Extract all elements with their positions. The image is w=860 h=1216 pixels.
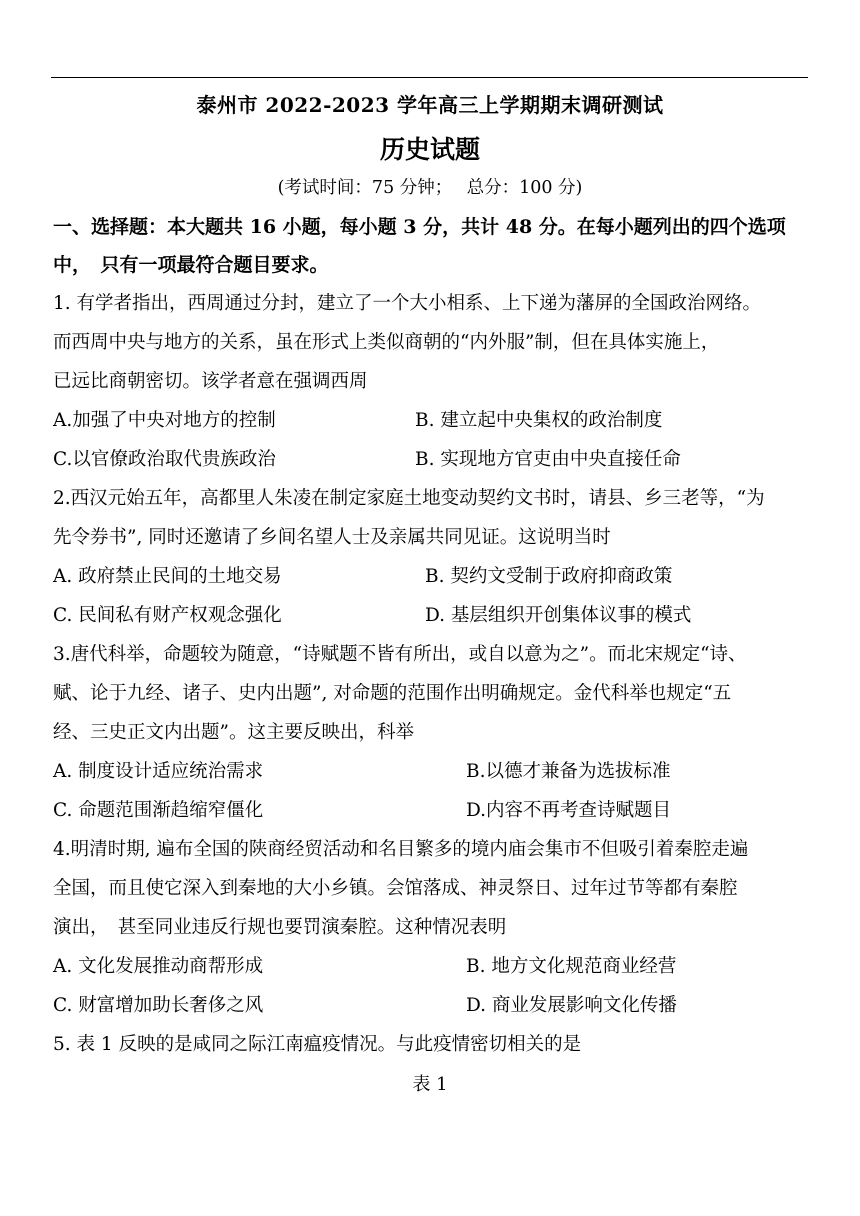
option-d: B. 实现地方官吏由中央直接任命 [415,449,681,470]
option-row [53,596,809,635]
question-stem-line: 3.唐代科举，命题较为随意，“诗赋题不皆有所出，或自以意为之”。而北宋规定“诗、 [53,644,747,665]
question-stem-line: 经、三史正文内出题”。这主要反映出，科举 [53,722,414,743]
option-a: A. 文化发展推动商帮形成 [53,956,264,977]
question-stem-line: 赋、论于九经、诸子、史内出题”, 对命题的范围作出明确规定。金代科举也规定“五 [53,683,732,704]
question-stem-line: 先令券书”, 同时还邀请了乡间名望人士及亲属共同见证。这说明当时 [53,527,611,548]
exam-title: 泰州市 2022-2023 学年高三上学期期末调研测试 [196,93,664,117]
option-b: B.以德才兼备为选拔标准 [466,761,671,782]
section-heading-line: 中， 只有一项最符合题目要求。 [53,254,329,276]
subject-title: 历史试题 [379,135,480,164]
question-list [53,284,809,1064]
question-stem-line: 全国，而且使它深入到秦地的大小乡镇。会馆落成、神灵祭日、过年过节等都有秦腔 [53,878,738,899]
section-heading [53,208,809,284]
question-4 [53,830,809,1025]
option-row [53,752,809,791]
option-c: C. 命题范围渐趋缩窄僵化 [53,800,264,821]
question-stem-line: 演出， 甚至同业违反行规也要罚演秦腔。这种情况表明 [53,917,507,938]
option-b: B. 地方文化规范商业经营 [466,956,677,977]
option-c: C. 民间私有财产权观念强化 [53,605,282,626]
option-row [53,557,809,596]
option-row [53,947,809,986]
option-c: C. 财富增加助长奢侈之风 [53,995,264,1016]
section-heading-line: 一、选择题：本大题共 16 小题，每小题 3 分，共计 48 分。在每小题列出的四个选项 [53,216,786,238]
option-b: B. 契约文受制于政府抑商政策 [425,566,673,587]
option-a: A.加强了中央对地方的控制 [53,410,276,431]
question-stem-line: 而西周中央与地方的关系，虽在形式上类似商朝的“内外服”制，但在具体实施上， [53,332,720,353]
table-caption: 表 1 [412,1074,448,1095]
question-stem-line: 2.西汉元始五年，高都里人朱凌在制定家庭土地变动契约文书时，请县、乡三老等，“为 [53,488,765,509]
option-row [53,791,809,830]
option-d: D. 商业发展影响文化传播 [466,995,677,1016]
question-stem-line: 4.明清时期, 遍布全国的陕商经贸活动和名目繁多的境内庙会集市不但吸引着秦腔走遍 [53,839,749,860]
question-stem-line: 5. 表 1 反映的是咸同之际江南瘟疫情况。与此疫情密切相关的是 [53,1034,582,1055]
question-3 [53,635,809,830]
option-d: D. 基层组织开创集体议事的模式 [425,605,692,626]
option-a: A. 制度设计适应统治需求 [53,761,264,782]
option-b: B. 建立起中央集权的政治制度 [415,410,663,431]
option-row [53,401,809,440]
question-stem-line: 1. 有学者指出，西周通过分封，建立了一个大小相系、上下递为藩屏的全国政治网络。 [53,293,762,314]
question-1 [53,284,809,479]
option-d: D.内容不再考查诗赋题目 [466,800,672,821]
option-a: A. 政府禁止民间的土地交易 [53,566,282,587]
option-row [53,440,809,479]
question-2 [53,479,809,635]
question-stem-line: 已远比商朝密切。该学者意在强调西周 [53,371,368,392]
option-c: C.以官僚政治取代贵族政治 [53,449,276,470]
header-rule [51,77,808,78]
option-row [53,986,809,1025]
question-5 [53,1025,809,1064]
exam-info: (考试时间：75 分钟； 总分：100 分) [277,178,583,198]
